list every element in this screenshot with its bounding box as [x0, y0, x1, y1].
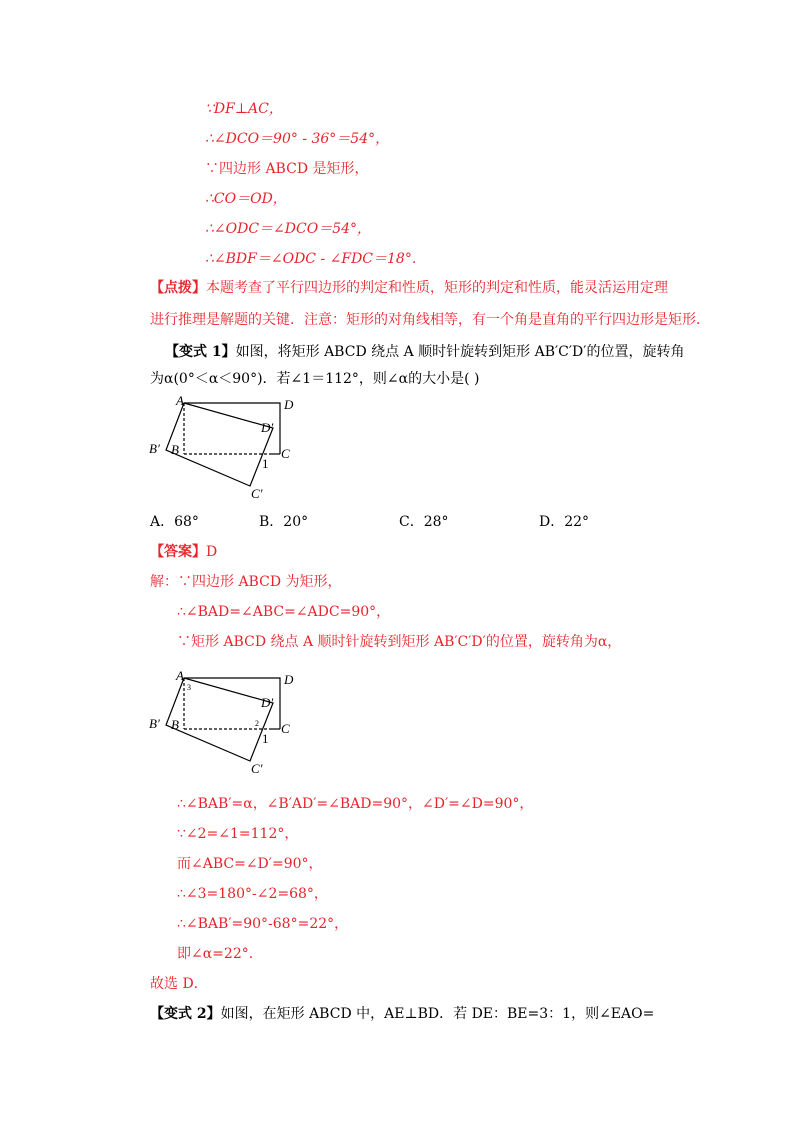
proof-line-1: ∵DF⊥AC，: [205, 101, 283, 117]
variant1-text-1: 如图，将矩形 ABCD 绕点 A 顺时针旋转到矩形 AB′C′D′的位置，旋转角: [235, 344, 685, 360]
label-A: A: [176, 668, 184, 683]
solution-line-4: ∴∠BAB′=α，∠B′AD′=∠BAD=90°，∠D′=∠D=90°，: [177, 796, 534, 812]
option-b: B．20°: [259, 514, 309, 530]
label-1: 1: [262, 456, 269, 471]
variant2-tag: 【变式 2】: [150, 1006, 221, 1022]
tip-line-2: 进行推理是解题的关键．注意：矩形的对角线相等，有一个角是直角的平行四边形是矩形．: [150, 312, 710, 328]
solution-line-3: ∵矩形 ABCD 绕点 A 顺时针旋转到矩形 AB′C′D′的位置，旋转角为α，: [177, 634, 622, 650]
label-3: 3: [187, 683, 191, 692]
label-Bp: B′: [149, 716, 160, 731]
tip-line-1: [150, 279, 668, 297]
tip-tag: 【点拨】: [150, 280, 206, 296]
solution-line-1: 解：∵四边形 ABCD 为矩形，: [150, 574, 342, 590]
answer-value: D: [206, 544, 218, 560]
tip-text-1: 本题考查了平行四边形的判定和性质，矩形的判定和性质，能灵活运用定理: [206, 280, 668, 296]
proof-line-6: ∴∠BDF＝∠ODC - ∠FDC＝18°.: [205, 251, 417, 267]
conclusion: 故选 D．: [150, 976, 208, 992]
variant2-line: [150, 1005, 654, 1023]
solution-line-8: ∴∠BAB′=90°-68°=22°，: [177, 916, 349, 932]
answer-tag: 【答案】: [150, 544, 206, 560]
label-C: C: [281, 721, 290, 736]
label-A: A: [176, 393, 184, 408]
variant1-line-1: [165, 343, 684, 361]
option-a: A．68°: [150, 514, 199, 530]
label-Dp: D′: [261, 695, 274, 710]
rotation-figure-1: [140, 390, 300, 505]
option-d: D．22°: [539, 514, 590, 530]
rotation-figure-2: [140, 665, 300, 780]
label-B: B: [171, 717, 179, 732]
label-D: D: [284, 397, 294, 412]
label-Cp: C′: [251, 761, 263, 776]
proof-line-5: ∴∠ODC＝∠DCO＝54°，: [205, 221, 372, 237]
solution-line-9: 即∠α=22°．: [177, 946, 263, 962]
option-c: C．28°: [399, 514, 449, 530]
proof-line-3: ∵四边形 ABCD 是矩形，: [205, 161, 369, 177]
label-C: C: [281, 446, 290, 461]
solution-line-6: 而∠ABC=∠D′=90°，: [177, 856, 323, 872]
solution-line-7: ∴∠3=180°-∠2=68°，: [177, 886, 328, 902]
proof-line-4: ∴CO＝OD，: [205, 191, 287, 207]
solution-line-2: ∴∠BAD=∠ABC=∠ADC=90°，: [177, 604, 391, 620]
label-D: D: [284, 672, 294, 687]
label-2: 2: [255, 719, 259, 728]
variant1-line-2: 为α(0°＜α＜90°)．若∠1＝112°，则∠α的大小是( ): [150, 371, 480, 387]
label-1: 1: [262, 731, 269, 746]
solution-line-5: ∵∠2=∠1=112°，: [177, 826, 299, 842]
label-Dp: D′: [261, 420, 274, 435]
variant2-text: 如图，在矩形 ABCD 中，AE⊥BD．若 DE：BE=3：1，则∠EAO=: [220, 1006, 655, 1022]
proof-line-2: ∴∠DCO＝90° - 36°＝54°，: [205, 131, 390, 147]
label-B: B: [171, 442, 179, 457]
answer-line: [150, 543, 217, 561]
variant1-tag: 【变式 1】: [165, 344, 236, 360]
label-Bp: B′: [149, 441, 160, 456]
label-Cp: C′: [251, 486, 263, 501]
